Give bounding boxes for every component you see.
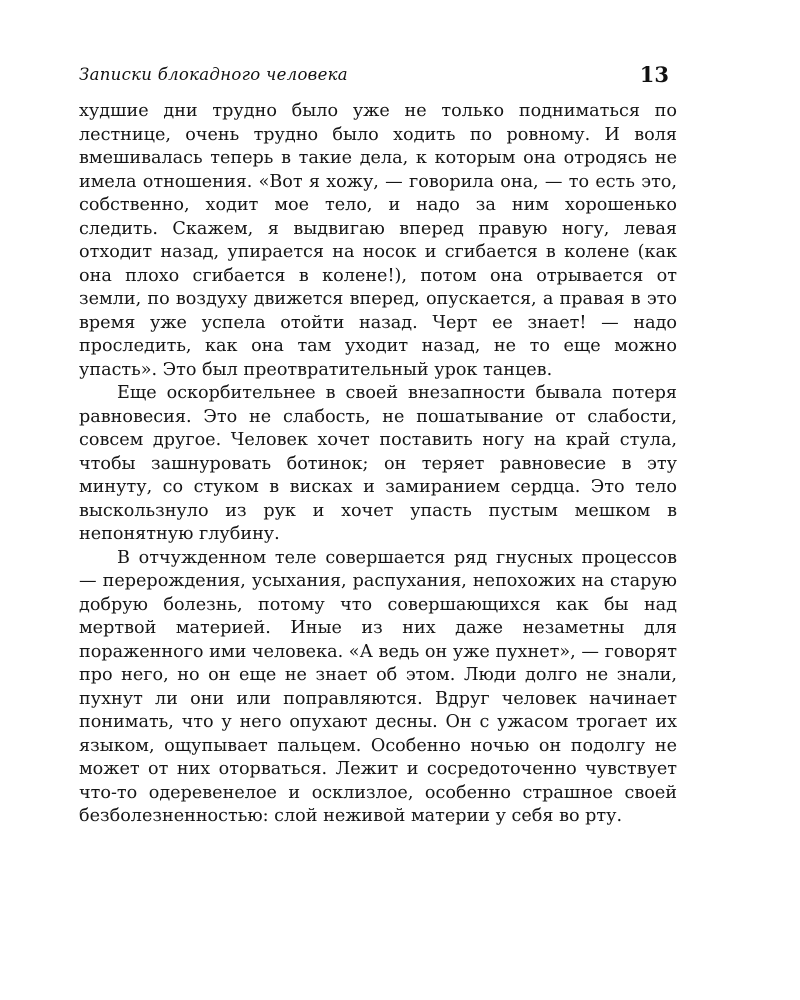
paragraph-continued: худшие дни трудно было уже не только подниматься по лестнице, очень трудно было ходить по ровному. И воля вмешивалась теперь в такие дела, к которым она отродясь не имела отношения. «Вот я хожу, — говорила она, — то есть это, собственно, ходит мое тело, и надо за ним хорошенько следить. Скажем, я выдвигаю вперед правую ногу, левая отходит назад, упирается на носок и сгибается в колене (как она плохо сгибается в колене!), потом она отрывается от земли, по воздуху движется вперед, опускается, а правая в это время уже успела отойти назад. Черт ее знает! — надо проследить, как она там уходит назад, не то еще можно упасть». Это был преотвратительный урок танцев.	[79, 101, 677, 380]
page-number: 13	[639, 62, 669, 87]
running-head	[79, 62, 677, 92]
paragraph: В отчужденном теле совершается ряд гнусных процессов — перерождения, усыхания, распухания, непохожих на старую добрую болезнь, потому что совершающихся как бы над мертвой материей. Иные из них даже незаметны для пораженного ими человека. «А ведь он уже пухнет», — говорят про него, но он еще не знает об этом. Люди долго не знали, пухнут ли они или поправляются. Вдруг человек начинает понимать, что у него опухают десны. Он с ужасом трогает их языком, ощупывает пальцем. Особенно ночью он подолгу не может от них оторваться. Лежит и сосредоточенно чувствует что-то одеревенелое и осклизлое, особенно страшное своей безболезненностью: слой неживой материи у себя во рту.	[79, 547, 677, 826]
body-text	[79, 100, 677, 829]
paragraph: Еще оскорбительнее в своей внезапности бывала потеря равновесия. Это не слабость, не пошатывание от слабости, совсем другое. Человек хочет поставить ногу на край стула, чтобы зашнуровать ботинок; он теряет равновесие в эту минуту, со стуком в висках и замиранием сердца. Это тело выскользнуло из рук и хочет упасть пустым мешком в непонятную глубину.	[79, 383, 677, 544]
running-title: Записки блокадного человека	[79, 65, 348, 84]
